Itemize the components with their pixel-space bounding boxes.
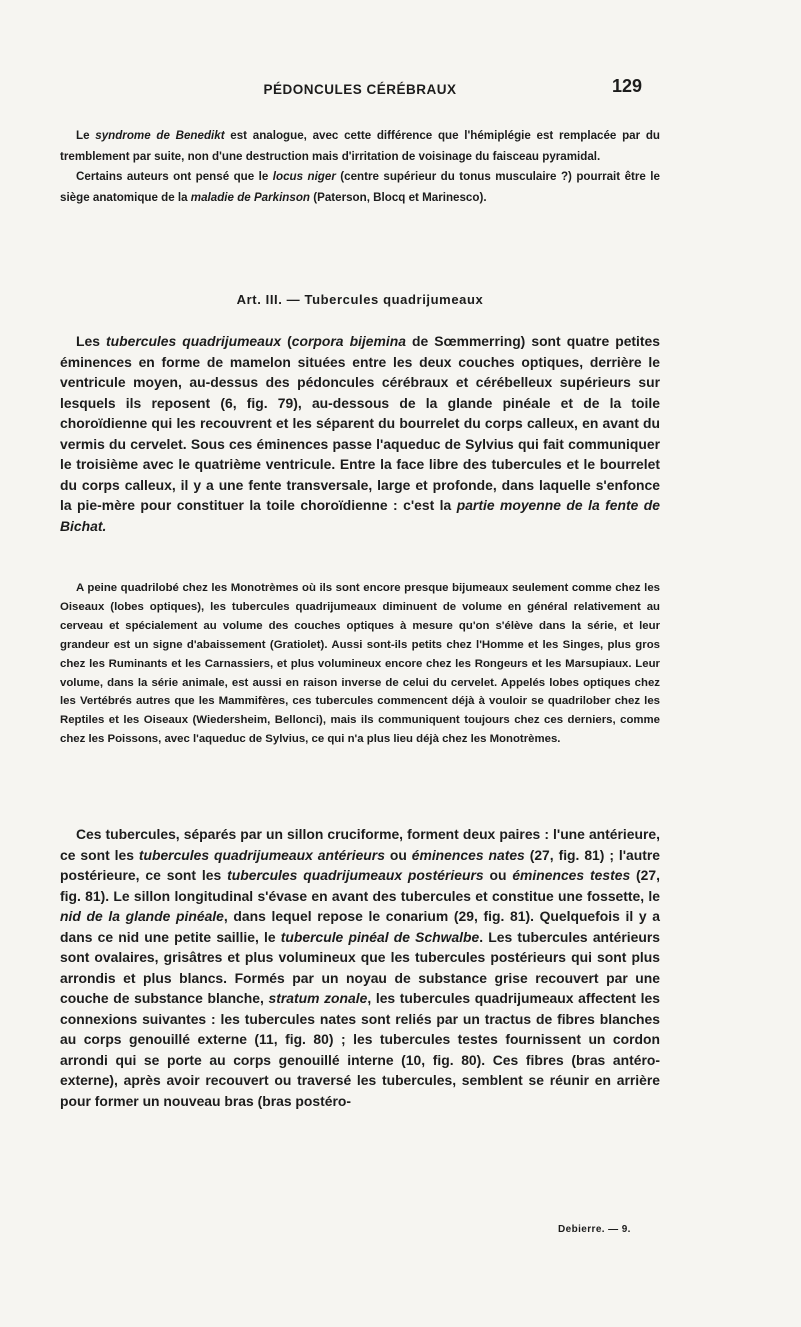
intro-paragraph-benedikt: [60, 126, 660, 167]
text-run: Ces tubercules, séparés par un sillon cruciforme, forment deux paires : l'une antérieure, ce sont les: [60, 826, 660, 863]
text-run: est analogue, avec cette différence que l'hémiplégie est remplacée par du tremblement par suite, non d'une destruction mais d'irritation de voisinage du faisceau pyramidal.: [60, 129, 660, 163]
text-run: (centre supérieur du tonus musculaire ?) pourrait être le siège anatomique de la: [60, 170, 660, 204]
italic-run: tubercules quadrijumeaux antérieurs: [138, 846, 385, 863]
text-run: (27, fig. 81) ; l'autre postérieure, ce sont les: [60, 846, 660, 883]
body-paragraph-2: [60, 824, 660, 1111]
italic-run: tubercules quadrijumeaux: [106, 333, 282, 349]
italic-run: tubercules quadrijumeaux postérieurs: [227, 867, 484, 883]
italic-run: stratum zonale: [268, 990, 368, 1006]
text-run: , les tubercules quadrijumeaux affectent les connexions suivantes : les tubercules nates sont reliés par un tractus de fibres blanches au corps genouillé externe (11, fig. 80) ; les tubercules testes fournissent un cordon arrondi qui se porte au corps genouillé interne (10, fig. 80). Ces fibres (bras antéro-externe), après avoir recouvert ou traversé les tubercules, semblent se réunir en arrière pour former un nouveau bras (bras postéro-: [60, 990, 660, 1109]
text-run: (Paterson, Blocq et Marinesco).: [310, 190, 487, 204]
text-run: de Sœmmerring) sont quatre petites éminences en forme de mamelon situées entre les deux couches optiques, derrière le ventricule moyen, au-dessus des pédoncules cérébraux et cérébelleux supérieurs sur lesquels ils reposent (6, fig. 79), au-dessous de la glande pinéale et de la toile choroïdienne qui les recouvrent et les séparent du bourrelet du corps calleux, en avant du vermis du cervelet. Sous ces éminences passe l'aqueduc de Sylvius qui fait communiquer le troisième avec le quatrième ventricule. Entre la face libre des tubercules et le bourrelet du corps calleux, il y a une fente transversale, large et profonde, dans laquelle s'enfonce la pie-mère pour constituer la toile choroïdienne : c'est la: [60, 333, 660, 513]
intro-section: [60, 126, 660, 208]
italic-run: éminences testes: [512, 867, 631, 883]
italic-run: partie moyenne de la fente de Bichat.: [60, 497, 660, 534]
text-run: (: [281, 333, 292, 349]
comparative-note: [60, 579, 660, 749]
italic-run: corpora bijemina: [291, 333, 406, 349]
text-run: (27, fig. 81). Le sillon longitudinal s'évase en avant des tubercules et constitue une fossette, le: [60, 867, 660, 904]
text-run: ou: [483, 867, 513, 883]
text-run: Les: [76, 333, 106, 349]
body-paragraph-1: [60, 331, 660, 536]
paragraph-tubercules-pairs: [60, 824, 660, 1111]
italic-run: maladie de Parkinson: [190, 190, 311, 204]
italic-run: syndrome de Benedikt: [95, 129, 225, 142]
paragraph-tubercules-description: [60, 331, 660, 536]
running-title: PÉDONCULES CÉRÉBRAUX: [263, 82, 457, 97]
text-run: , dans lequel repose le conarium (29, fig. 81). Quelquefois il y a dans ce nid une petite saillie, le: [60, 908, 660, 945]
italic-run: tubercule pinéal de Schwalbe: [280, 928, 480, 945]
page-number: 129: [612, 76, 643, 96]
italic-run: nid de la glande pinéale: [60, 908, 224, 924]
text-run: . Les tubercules antérieurs sont ovalaires, grisâtres et plus volumineux que les tubercules postérieurs qui sont plus arrondis et plus blancs. Formés par un noyau de substance grise recouvert par une couche de substance blanche,: [60, 928, 660, 1006]
text-run: A peine quadrilobé chez les Monotrèmes où ils sont encore presque bijumeaux seulement comme chez les Oiseaux (lobes optiques), les tubercules quadrijumeaux diminuent de volume en général relativement au cerveau et spécialement au volume des couches optiques à mesure qu'on s'élève dans la série, et leur grandeur est un signe d'abaissement (Gratiolet). Aussi sont-ils petits chez l'Homme et les Singes, plus gros chez les Ruminants et les Carnassiers, et plus volumineux encore chez les Rongeurs et les Marsupiaux. Leur volume, dans la série animale, est aussi en raison inverse de celui du cervelet. Appelés lobes optiques chez les Vertébrés autres que les Mammifères, ces tubercules commencent déjà à vouloir se quadrilober chez les Reptiles et les Oiseaux (Wiedersheim, Bellonci), mais ils communiquent toujours chez ces derniers, comme chez les Poissons, avec l'aqueduc de Sylvius, ce qui n'a plus lieu déjà chez les Monotrèmes.: [60, 582, 660, 746]
text-run: ou: [384, 846, 412, 863]
text-run: Certains auteurs ont pensé que le: [76, 170, 273, 183]
footer-signature: Debierre. — 9.: [558, 1224, 631, 1235]
article-heading: Art. III. — Tubercules quadrijumeaux: [236, 292, 484, 307]
text-run: Le: [76, 129, 96, 142]
italic-run: éminences nates: [411, 846, 525, 863]
intro-paragraph-locus-niger: [60, 167, 660, 208]
note-paragraph: [60, 579, 660, 749]
italic-run: locus niger: [272, 170, 336, 183]
